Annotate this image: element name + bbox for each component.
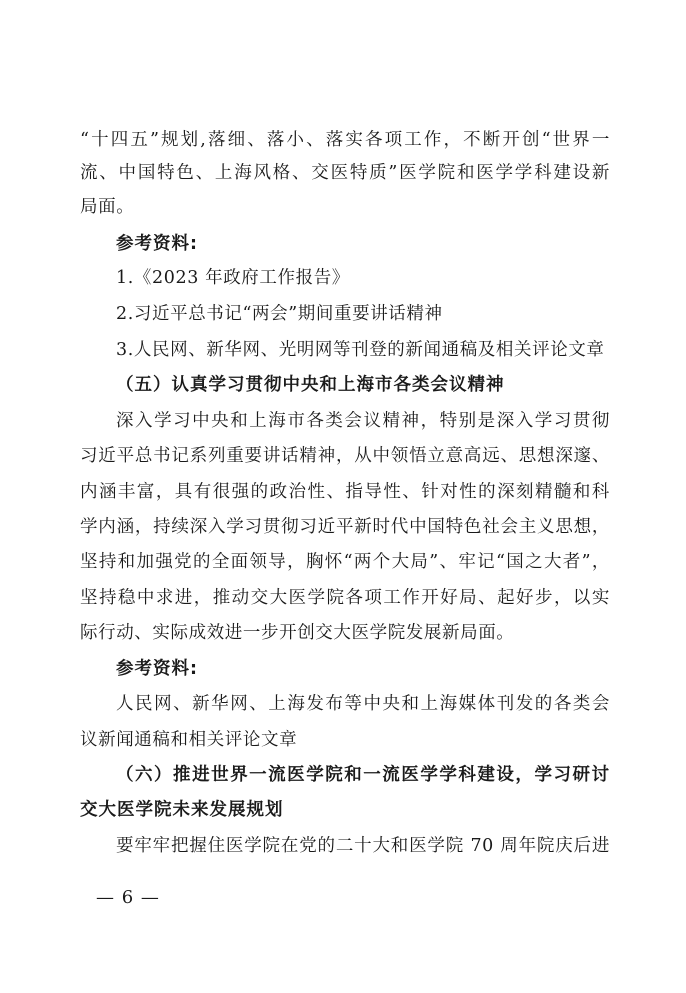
paragraph-line: 学内涵，持续深入学习贯彻习近平新时代中国特色社会主义思想， (80, 517, 610, 537)
section-heading: （六）推进世界一流医学院和一流医学学科建设，学习研讨 (116, 765, 610, 785)
section-heading: （五）认真学习贯彻中央和上海市各类会议精神 (116, 375, 505, 395)
paragraph-line: 习近平总书记系列重要讲话精神，从中领悟立意高远、思想深邃、 (80, 446, 610, 466)
paragraph-line: 议新闻通稿和相关评论文章 (80, 730, 298, 750)
paragraph-line: 人民网、新华网、上海发布等中央和上海媒体刊发的各类会 (116, 694, 610, 714)
references-heading: 参考资料: (116, 659, 198, 679)
paragraph-line: 际行动、实际成效进一步开创交大医学院发展新局面。 (80, 623, 515, 643)
reference-item: 1.《2023 年政府工作报告》 (116, 268, 350, 288)
reference-item: 3.人民网、新华网、光明网等刊登的新闻通稿及相关评论文章 (116, 340, 605, 360)
page-number: — 6 — (96, 887, 160, 908)
paragraph-line: 流、中国特色、上海风格、交医特质”医学院和医学学科建设新 (80, 163, 610, 183)
reference-item: 2.习近平总书记“两会”期间重要讲话精神 (116, 304, 443, 324)
references-heading: 参考资料: (116, 234, 198, 254)
paragraph-line: 局面。 (80, 197, 135, 217)
paragraph-line: 内涵丰富，具有很强的政治性、指导性、针对性的深刻精髓和科 (80, 482, 610, 502)
paragraph-line: 坚持和加强党的全面领导，胸怀“两个大局”、牢记“国之大者”， (80, 552, 610, 572)
paragraph-line: 坚持稳中求进，推动交大医学院各项工作开好局、起好步，以实 (80, 588, 610, 608)
paragraph-line: “十四五”规划,落细、落小、落实各项工作，不断开创“世界一 (80, 130, 610, 150)
paragraph-line: 要牢牢把握住医学院在党的二十大和医学院 70 周年院庆后进 (116, 836, 610, 856)
section-heading: 交大医学院未来发展规划 (80, 800, 284, 820)
paragraph-line: 深入学习中央和上海市各类会议精神，特别是深入学习贯彻 (116, 411, 610, 431)
